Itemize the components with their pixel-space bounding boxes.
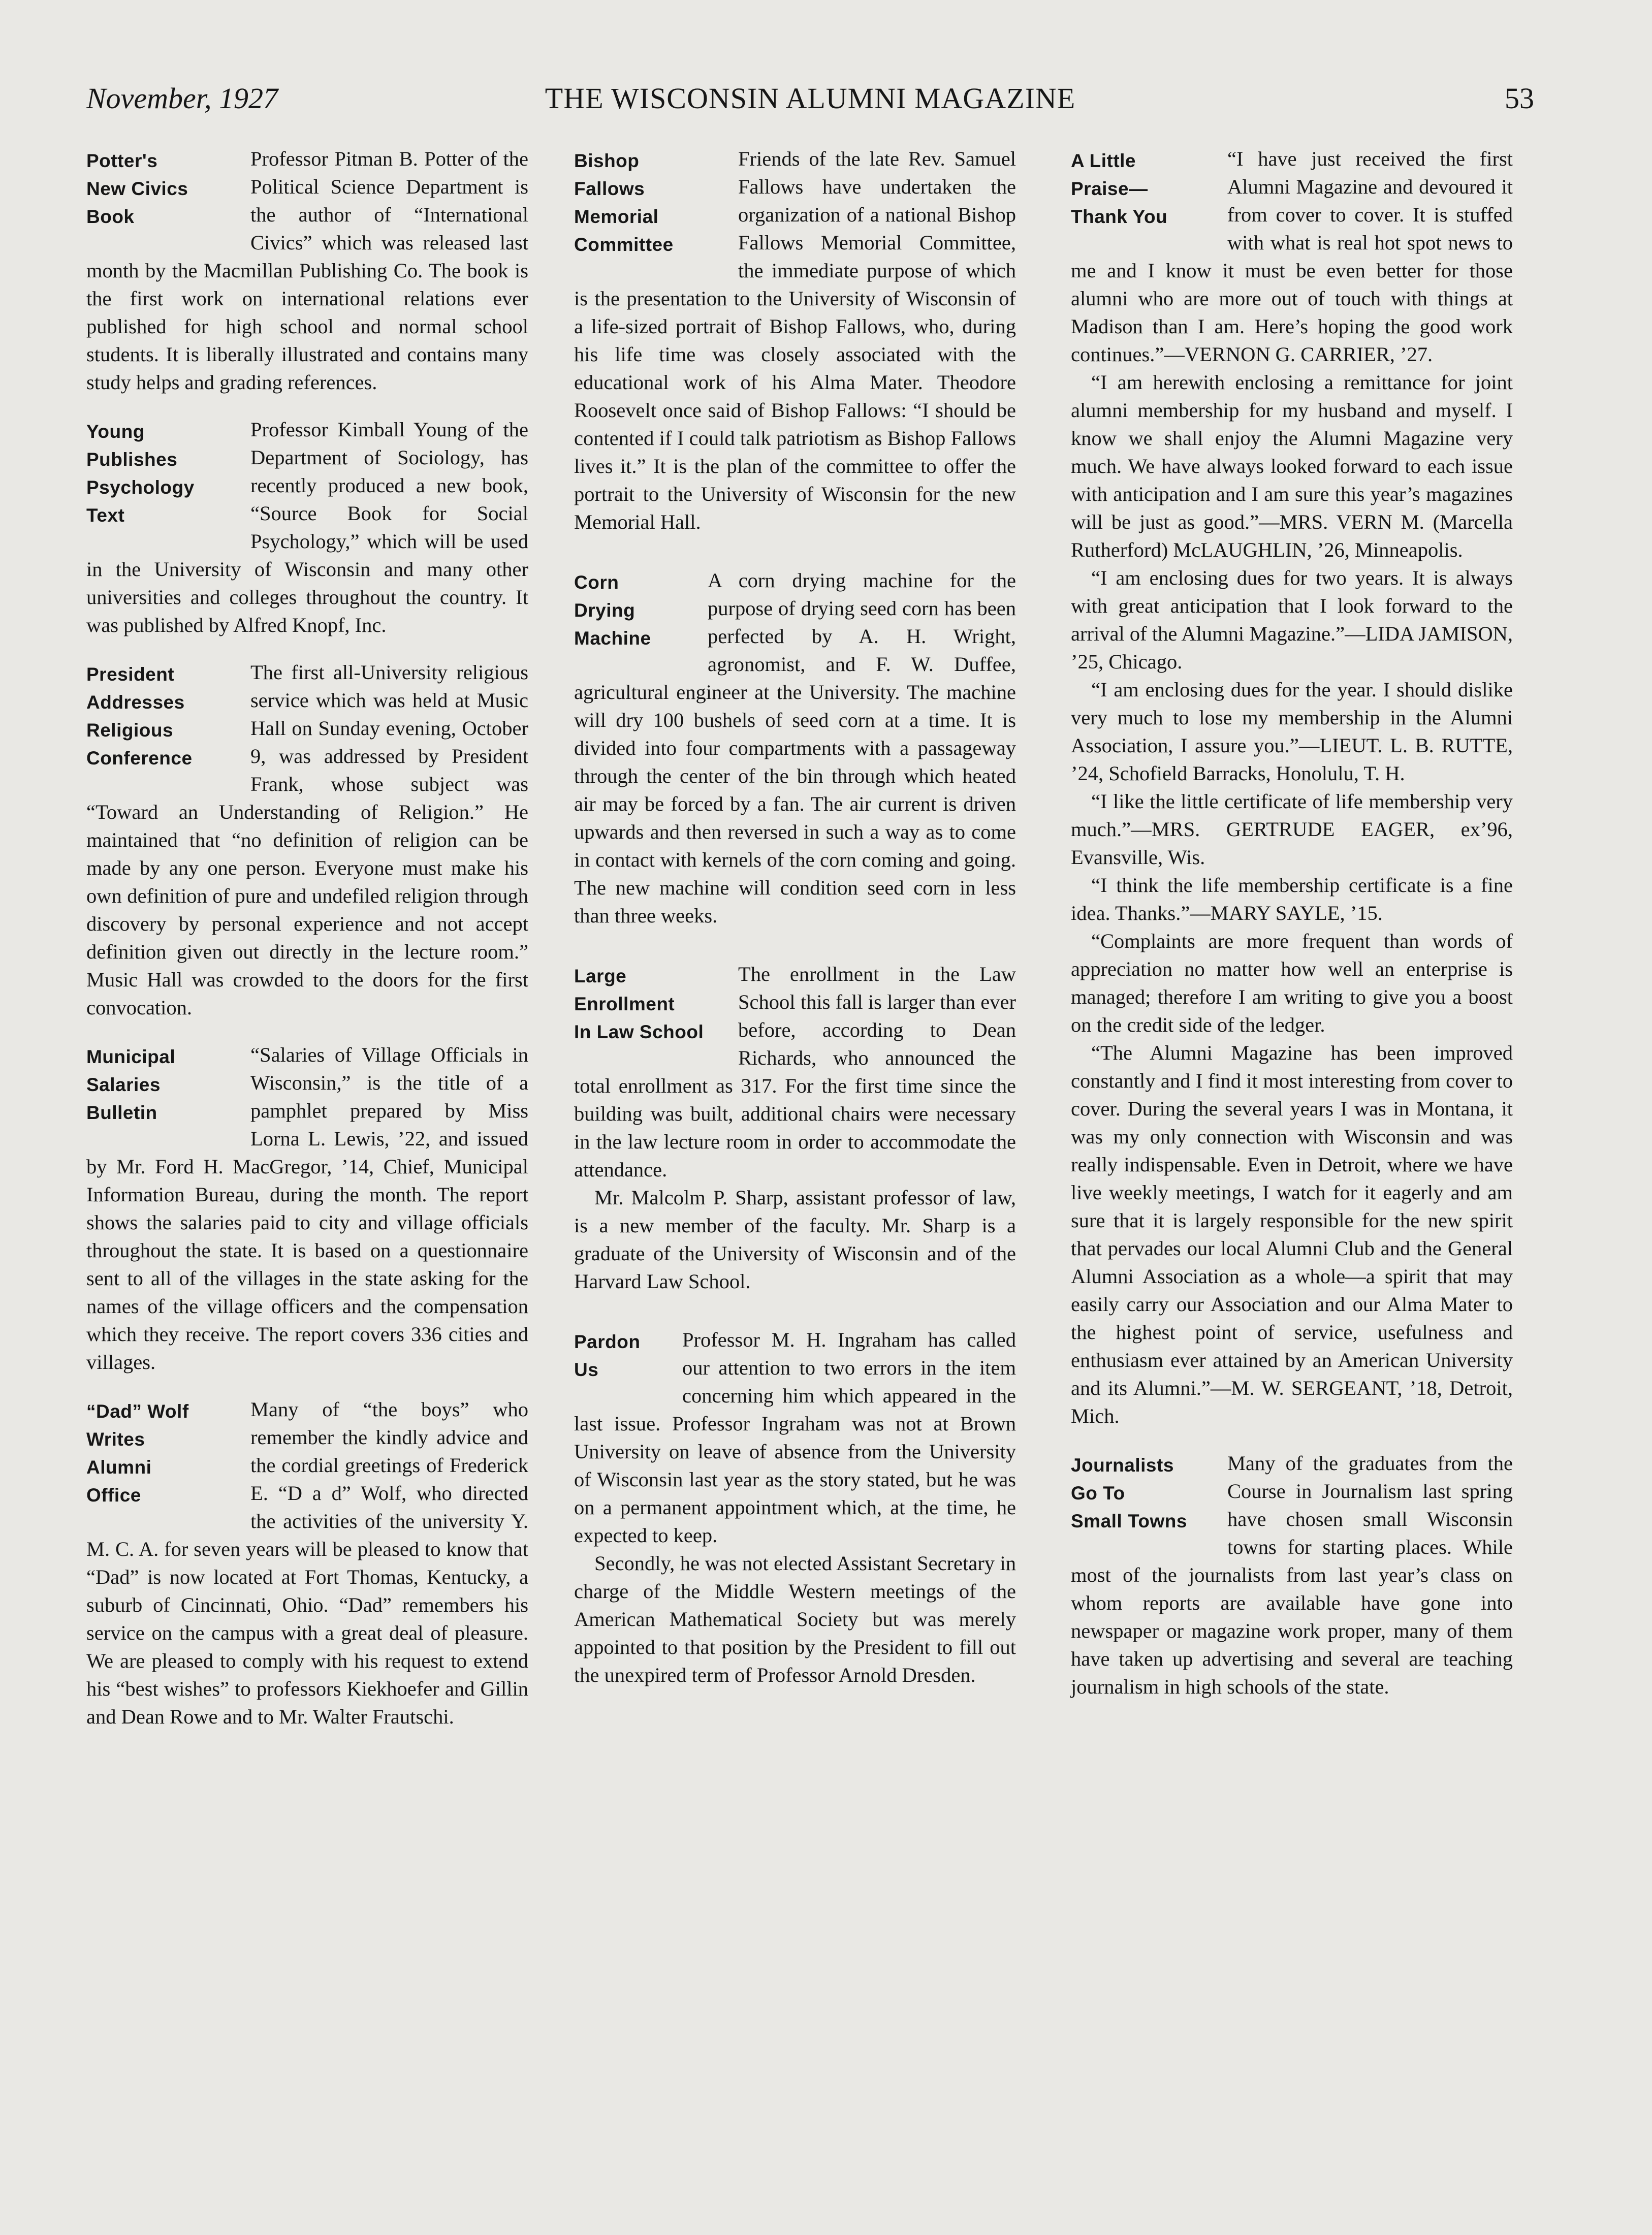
- heading-line: Young: [86, 421, 145, 442]
- letter-paragraph: “I like the little certificate of life membership very much.”—MRS. GERTRUDE EAGER, ex’96, Evansville, Wis.: [1071, 790, 1513, 869]
- article-paragraph: Professor M. H. Ingraham has called our attention to two errors in the item concerning him which appeared in the last issue. Professor Ingraham was not at Brown University on leave of absence from the University of Wisconsin last year as the story stated, but he was on a permanent appointment which, at the time, he expected to keep.: [574, 1328, 1016, 1547]
- article-paragraph: The first all-University religious service which was held at Music Hall on Sunday evening, October 9, was addressed by President Frank, whose subject was “Toward an Understanding of Religion.” He maintained that “no definition of religion can be made by any one person. Everyone must make his own definition of pure and undefiled religion through discovery by personal experience and not accept definition given out directly in the lecture room.” Music Hall was crowded to the doors for the first convocation.: [86, 661, 528, 1019]
- letter-paragraph: “Complaints are more frequent than words of appreciation no matter how well an enterprise is managed; therefore I am writing to give you a boost on the credit side of the ledger.: [1071, 930, 1513, 1036]
- heading-line: Large: [574, 966, 627, 986]
- article-heading: [1071, 147, 1223, 231]
- page-header: [86, 71, 1534, 122]
- heading-line: Alumni: [86, 1457, 152, 1478]
- article-heading: [86, 660, 246, 772]
- heading-line: A Little: [1071, 150, 1136, 171]
- heading-line: Fallows: [574, 178, 645, 199]
- heading-line: Writes: [86, 1429, 145, 1450]
- article-paragraph: A corn drying machine for the purpose of drying seed corn has been perfected by A. H. Wright, agronomist, and F. W. Duffee, agricultural engineer at the University. The machine will dry 100 bushels of seed corn at a time. It is divided into four compartments with a passageway through the center of the bin through which heated air may be forced by a fan. The air current is driven upwards and then reversed in such a way as to come in contact with kernels of the corn coming and going. The new machine will condition seed corn in less than three weeks.: [574, 569, 1016, 927]
- heading-line: Bishop: [574, 150, 640, 171]
- heading-line: New Civics: [86, 178, 188, 199]
- article-heading: [574, 568, 704, 652]
- page-number: 53: [1505, 82, 1534, 115]
- article-bishop-fallows: [574, 145, 1016, 536]
- heading-line: Drying: [574, 600, 636, 621]
- heading-line: Journalists: [1071, 1455, 1174, 1476]
- heading-line: Pardon: [574, 1331, 641, 1352]
- letter-paragraph: “I am enclosing dues for two years. It is always with great anticipation that I look forward to the arrival of the Alumni Magazine.”—LIDA JAMISON, ’25, Chicago.: [1071, 566, 1513, 673]
- heading-line: Enrollment: [574, 994, 675, 1014]
- letter-paragraph: “The Alumni Magazine has been improved constantly and I find it most interesting from cover to cover. During the several years I was in Montana, it was my only connection with Wisconsin and was really indispensable. Even in Detroit, where we have live weekly meetings, I watch for it eagerly and am sure that it is largely responsible for the new spirit that pervades our local Alumni Club and the General Alumni Association as a whole—a spirit that may easily carry our Association and our Alma Mater to the highest point of service, usefulness and enthusiasm ever attained by an American University and its Alumni.”—M. W. SERGEANT, ’18, Detroit, Mich.: [1071, 1041, 1513, 1427]
- heading-line: In Law School: [574, 1021, 704, 1042]
- article-dad-wolf: [86, 1395, 528, 1731]
- heading-line: Us: [574, 1359, 599, 1380]
- heading-line: Psychology: [86, 477, 195, 498]
- article-president-religious: [86, 658, 528, 1021]
- article-paragraph: Mr. Malcolm P. Sharp, assistant professor of law, is a new member of the faculty. Mr. Sharp is a graduate of the University of Wisconsin and of the Harvard Law School.: [574, 1186, 1016, 1293]
- article-paragraph: Many of the graduates from the Course in Journalism last spring have chosen small Wisconsin towns for starting places. While most of the journalists from last year’s class on whom reports are available have gone into newspaper or magazine work proper, many of them have taken up advertising and several are teaching journalism in high schools of the state.: [1071, 1452, 1513, 1698]
- heading-line: Text: [86, 505, 125, 526]
- article-heading: [86, 418, 246, 529]
- heading-line: Thank You: [1071, 206, 1168, 227]
- letter-paragraph: “I am herewith enclosing a remittance for joint alumni membership for my husband and myself. I know we shall enjoy the Alumni Magazine very much. We have always looked forward to each issue with anticipation and I am sure this year’s magazines will be just as good.”—MRS. VERN M. (Marcella Rutherford) McLAUGHLIN, ’26, Minneapolis.: [1071, 371, 1513, 561]
- letter-paragraph: “I think the life membership certificate is a fine idea. Thanks.”—MARY SAYLE, ’15.: [1071, 874, 1513, 924]
- article-municipal-salaries: [86, 1041, 528, 1376]
- heading-line: Book: [86, 206, 135, 227]
- article-paragraph: The enrollment in the Law School this fall is larger than ever before, according to Dean Richards, who announced the total enrollment as 317. For the first time since the building was built, additional chairs were necessary in the law lecture room in order to accommodate the attendance.: [574, 963, 1016, 1181]
- article-paragraph: Secondly, he was not elected Assistant Secretary in charge of the Middle Western meetings of the American Mathematical Society but was merely appointed to that position by the President to fill out the unexpired term of Professor Arnold Dresden.: [574, 1552, 1016, 1686]
- article-heading: [574, 1328, 678, 1384]
- letter-paragraph: “I have just received the first Alumni Magazine and devoured it from cover to cover. It is stuffed with what is real hot spot news to me and I know it must be even better for those alumni who are more out of touch with things at Madison than I am. Here’s hoping the good work continues.”—VERNON G. CARRIER, ’27.: [1071, 147, 1513, 366]
- heading-line: Potter's: [86, 150, 158, 171]
- article-heading: [574, 962, 734, 1046]
- column-1: [86, 145, 528, 1750]
- heading-line: Salaries: [86, 1074, 161, 1095]
- article-journalists: [1071, 1449, 1513, 1701]
- column-2: [574, 145, 1016, 1708]
- article-paragraph: “Salaries of Village Officials in Wisconsin,” is the title of a pamphlet prepared by Miss Lorna L. Lewis, ’22, and issued by Mr. Ford H. MacGregor, ’14, Chief, Municipal Information Bureau, during the month. The report shows the salaries paid to city and village officials throughout the state. It is based on a questionnaire sent to all of the villages in the state asking for the names of the village officers and the compensation which they receive. The report covers 336 cities and villages.: [86, 1043, 528, 1374]
- article-corn-drying: [574, 566, 1016, 930]
- heading-line: Praise—: [1071, 178, 1148, 199]
- article-pardon-us: [574, 1326, 1016, 1689]
- heading-line: Committee: [574, 234, 674, 255]
- heading-line: Small Towns: [1071, 1511, 1187, 1531]
- article-heading: [1071, 1451, 1223, 1535]
- heading-line: Go To: [1071, 1483, 1125, 1504]
- article-praise-letters: [1071, 145, 1513, 1430]
- article-law-enrollment: [574, 960, 1016, 1295]
- issue-date: November, 1927: [86, 82, 278, 115]
- heading-line: Bulletin: [86, 1102, 157, 1123]
- heading-line: Corn: [574, 572, 619, 593]
- article-paragraph: Professor Kimball Young of the Department of Sociology, has recently produced a new book, “Source Book for Social Psychology,” which will be used in the University of Wisconsin and many other universities and colleges throughout the country. It was published by Alfred Knopf, Inc.: [86, 418, 528, 636]
- article-heading: [86, 1043, 246, 1127]
- heading-line: “Dad” Wolf: [86, 1401, 189, 1422]
- heading-line: Machine: [574, 628, 651, 649]
- heading-line: President: [86, 664, 175, 685]
- article-paragraph: Many of “the boys” who remember the kindly advice and the cordial greetings of Frederick E. “D a d” Wolf, who directed the activities of the university Y. M. C. A. for seven years will be pleased to know that “Dad” is now located at Fort Thomas, Kentucky, a suburb of Cincinnati, Ohio. “Dad” remembers his service on the campus with a great deal of pleasure. We are pleased to comply with his request to extend his “best wishes” to professors Kiekhoefer and Gillin and Dean Rowe and to Mr. Walter Frautschi.: [86, 1398, 528, 1728]
- column-3: [1071, 145, 1513, 1720]
- heading-line: Municipal: [86, 1046, 176, 1067]
- heading-line: Memorial: [574, 206, 659, 227]
- heading-line: Addresses: [86, 692, 185, 713]
- article-potter-civics: [86, 145, 528, 396]
- heading-line: Conference: [86, 748, 193, 769]
- heading-line: Religious: [86, 720, 174, 741]
- article-paragraph: Professor Pitman B. Potter of the Political Science Department is the author of “International Civics” which was released last month by the Macmillan Publishing Co. The book is the first work on international relations ever published for high school and normal school students. It is liberally illustrated and contains many study helps and grading references.: [86, 147, 528, 394]
- article-paragraph: Friends of the late Rev. Samuel Fallows have undertaken the organization of a national Bishop Fallows Memorial Committee, the immediate purpose of which is the presentation to the University of Wisconsin of a life-sized portrait of Bishop Fallows, who, during his life time was closely associated with the educational work of his Alma Mater. Theodore Roosevelt once said of Bishop Fallows: “I should be contented if I could talk patriotism as Bishop Fallows lives it.” It is the plan of the committee to offer the portrait to the University of Wisconsin for the new Memorial Hall.: [574, 147, 1016, 533]
- heading-line: Office: [86, 1485, 141, 1506]
- article-young-psychology: [86, 416, 528, 639]
- heading-line: Publishes: [86, 449, 178, 470]
- article-heading: [86, 1397, 246, 1509]
- magazine-title: THE WISCONSIN ALUMNI MAGAZINE: [545, 82, 1076, 115]
- article-heading: [574, 147, 734, 259]
- article-heading: [86, 147, 246, 231]
- letter-paragraph: “I am enclosing dues for the year. I should dislike very much to lose my membership in the Alumni Association, I assure you.”—LIEUT. L. B. RUTTE, ’24, Schofield Barracks, Honolulu, T. H.: [1071, 678, 1513, 785]
